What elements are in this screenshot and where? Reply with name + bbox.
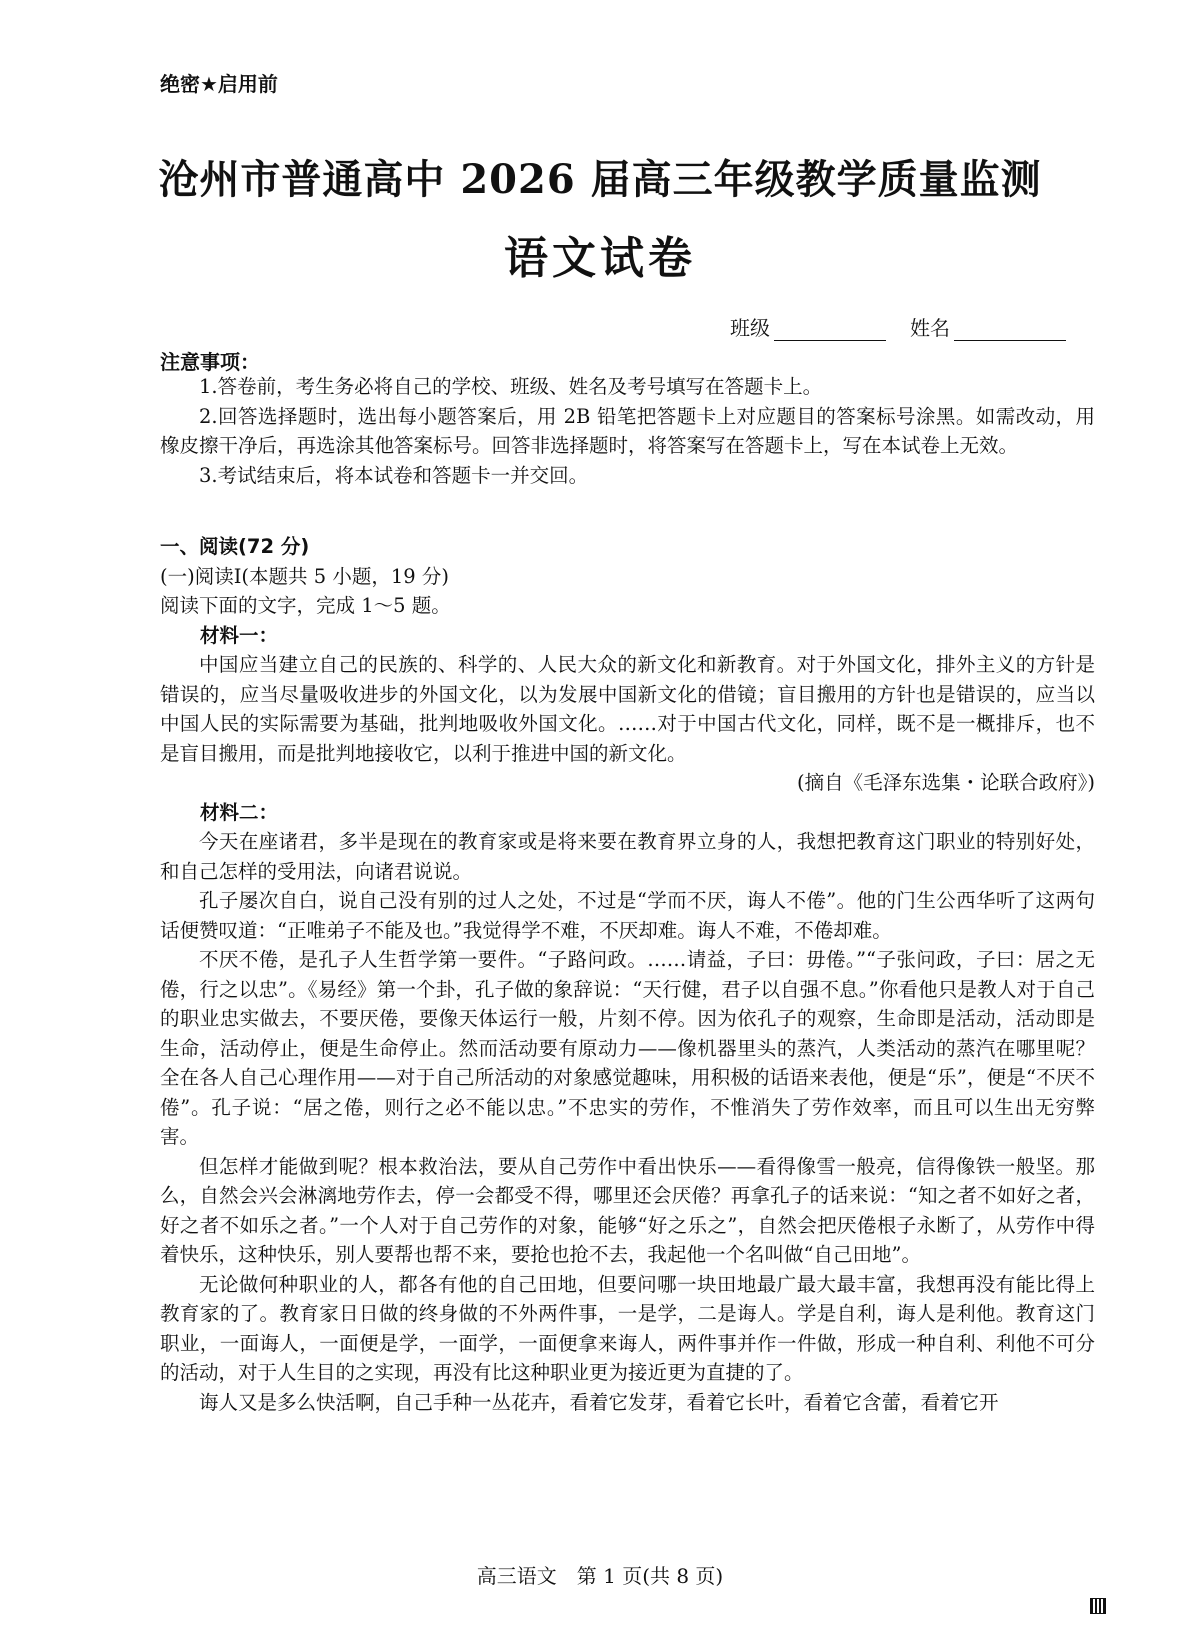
secret-mark: 绝密★启用前: [160, 72, 278, 96]
class-blank[interactable]: [774, 320, 886, 341]
notice-item: 2.回答选择题时，选出每小题答案后，用 2B 铅笔把答题卡上对应题目的答案标号涂黑。如需改动，用橡皮擦干净后，再选涂其他答案标号。回答非选择题时，将答案写在答题卡上，写在本试卷上无效。: [160, 404, 1095, 457]
notice-heading: 注意事项：: [160, 350, 260, 374]
material2-paragraph: 无论做何种职业的人，都各有他的自己田地，但要问哪一块田地最广最大最丰富，我想再没有能比得上教育家的了。教育家日日做的终身做的不外两件事，一是学，二是诲人。学是自利，诲人是利他。教育这门职业，一面诲人，一面便是学，一面学，一面便拿来诲人，两件事并作一件做，形成一种自利、利他不可分的活动，对于人生目的之实现，再没有比这种职业更为接近更为直捷的了。: [160, 1272, 1095, 1384]
name-label: 姓名: [910, 316, 950, 340]
exam-title: 沧州市普通高中 2026 届高三年级教学质量监测: [158, 156, 1042, 203]
material1-text: 中国应当建立自己的民族的、科学的、人民大众的新文化和新教育。对于外国文化，排外主义的方针是错误的，应当尽量吸收进步的外国文化，以为发展中国新文化的借镜；盲目搬用的方针也是错误的，应当以中国人民的实际需要为基础，批判地吸收外国文化。……对于中国古代文化，同样，既不是一概排斥，也不是盲目搬用，而是批判地接收它，以利于推进中国的新文化。: [160, 653, 1095, 765]
class-label: 班级: [730, 316, 770, 340]
material2-paragraph: 今天在座诸君，多半是现在的教育家或是将来要在教育界立身的人，我想把教育这门职业的特别好处，和自己怎样的受用法，向诸君说说。: [160, 830, 1095, 883]
material2-label: 材料二：: [200, 800, 279, 824]
notice-item: 1.答卷前，考生务必将自己的学校、班级、姓名及考号填写在答题卡上。: [199, 375, 823, 398]
main-content: [160, 532, 1095, 1417]
section-part: 一、阅读(72 分): [160, 535, 310, 558]
material2-paragraph: 不厌不倦，是孔子人生哲学第一要件。“子路问政。……请益，子曰：毋倦。”“子张问政，子曰：居之无倦，行之以忠”。《易经》第一个卦，孔子做的象辞说：“天行健，君子以自强不息。”你看他只是教人对于自己的职业忠实做去，不要厌倦，要像天体运行一般，片刻不停。因为依孔子的观察，生命即是活动，活动即是生命，活动停止，便是生命停止。然而活动要有原动力——像机器里头的蒸汽，人类活动的蒸汽在哪里呢？全在各人自己心理作用——对于自己所活动的对象感觉趣味，用积极的话语来表他，便是“乐”，便是“不厌不倦”。孔子说：“居之倦，则行之必不能以忠。”不忠实的劳作，不惟消失了劳作效率，而且可以生出无穷弊害。: [160, 948, 1095, 1148]
qr-code-icon: [1090, 1598, 1106, 1614]
name-field[interactable]: [910, 312, 1066, 341]
material1-label: 材料一：: [200, 623, 279, 647]
notice-list: [160, 372, 1095, 490]
name-blank[interactable]: [954, 320, 1066, 341]
material1-source: (摘自《毛泽东选集・论联合政府》): [797, 771, 1095, 794]
class-field[interactable]: [730, 312, 886, 341]
student-info-fields: [730, 312, 1066, 341]
exam-subject-title: 语文试卷: [504, 233, 696, 284]
section-instruction: 阅读下面的文字，完成 1～5 题。: [160, 594, 451, 617]
material2-paragraph: 诲人又是多么快活啊，自己手种一丛花卉，看着它发芽，看着它长叶，看着它含蕾，看着它开: [199, 1390, 999, 1414]
section-sub: (一)阅读Ⅰ(本题共 5 小题，19 分): [160, 564, 449, 588]
material2-paragraph: 孔子屡次自白，说自己没有别的过人之处，不过是“学而不厌，诲人不倦”。他的门生公西华听了这两句话便赞叹道：“正唯弟子不能及也。”我觉得学不难，不厌却难。诲人不难，不倦却难。: [160, 889, 1095, 942]
notice-item: 3.考试结束后，将本试卷和答题卡一并交回。: [199, 463, 589, 487]
material2-paragraph: 但怎样才能做到呢？根本救治法，要从自己劳作中看出快乐——看得像雪一般亮，信得像铁一般坚。那么，自然会兴会淋漓地劳作去，停一会都受不得，哪里还会厌倦？再拿孔子的话来说：“知之者不如好之者，好之者不如乐之者。”一个人对于自己劳作的对象，能够“好之乐之”，自然会把厌倦根子永断了，从劳作中得着快乐，这种快乐，别人要帮也帮不来，要抢也抢不去，我起他一个名叫做“自己田地”。: [160, 1154, 1095, 1266]
page-footer: 高三语文 第 1 页(共 8 页): [476, 1564, 724, 1588]
